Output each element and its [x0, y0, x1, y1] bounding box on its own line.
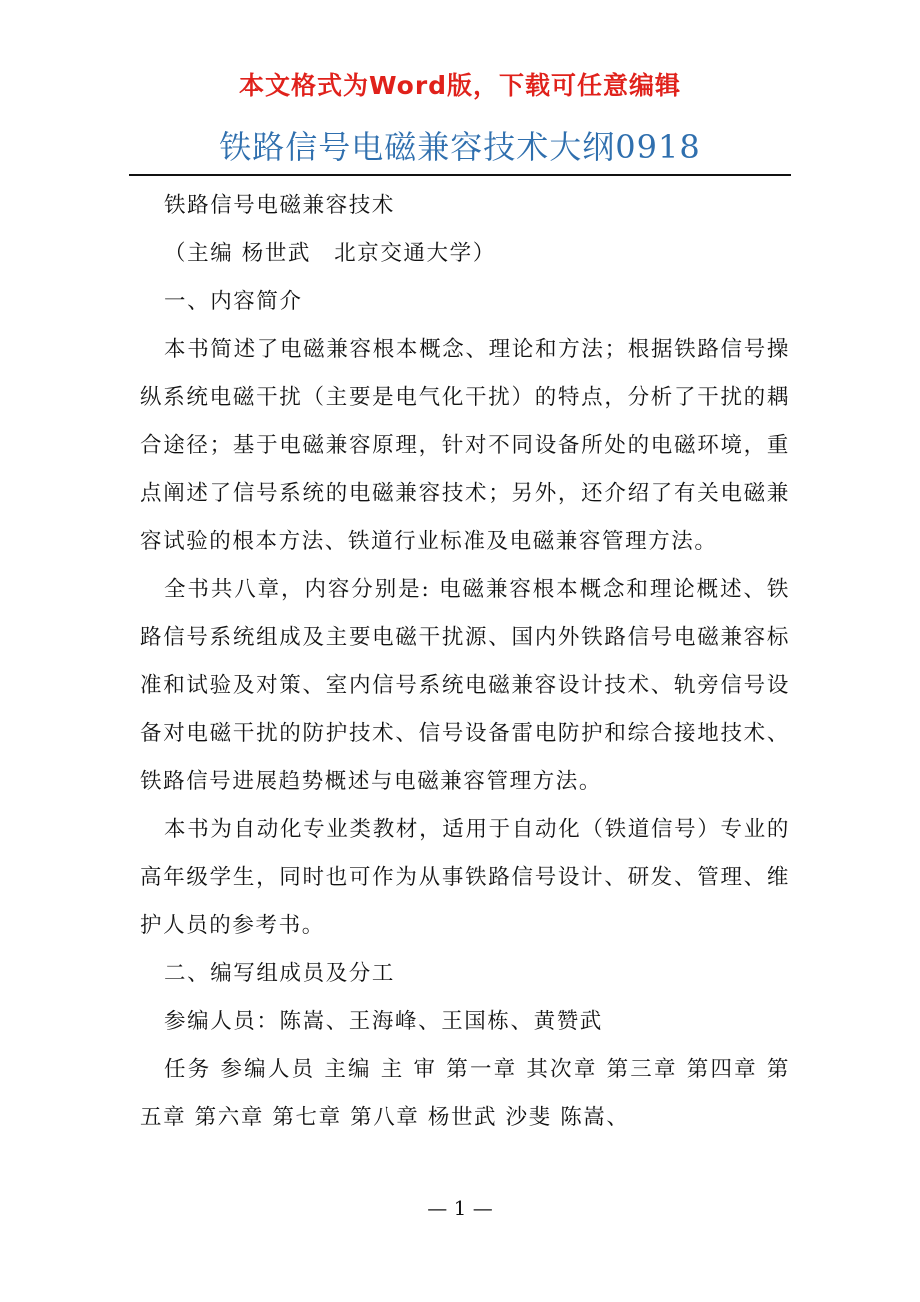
- page-number: — 1 —: [427, 1196, 493, 1220]
- summary-paragraph-3: 本书为自动化专业类教材，适用于自动化（铁道信号）专业的高年级学生，同时也可作为从事铁路信号设计、研发、管理、维护人员的参考书。: [140, 817, 790, 938]
- document-title: 铁路信号电磁兼容技术大纲0918: [219, 128, 701, 166]
- summary-paragraph-2: 全书共八章，内容分别是: 电磁兼容根本概念和理论概述、铁路信号系统组成及主要电磁干扰源、国内外铁路信号电磁兼容标准和试验及对策、室内信号系统电磁兼容设计技术、轨旁信号设备对电磁干扰的防护技术、信号设备雷电防护和综合接地技术、铁路信号进展趋势概述与电磁兼容管理方法。: [140, 577, 790, 794]
- book-name: 铁路信号电磁兼容技术: [164, 193, 396, 218]
- task-table-text: 任务 参编人员 主编 主 审 第一章 其次章 第三章 第四章 第五章 第六章 第七章 第八章 杨世武 沙斐 陈嵩、: [140, 1057, 790, 1130]
- title-divider: [129, 174, 791, 176]
- editable-format-banner: 本文格式为Word版，下载可任意编辑: [238, 71, 682, 100]
- summary-paragraph-1: 本书简述了电磁兼容根本概念、理论和方法；根据铁路信号操纵系统电磁干扰（主要是电气化干扰）的特点，分析了干扰的耦合途径；基于电磁兼容原理，针对不同设备所处的电磁环境，重点阐述了信号系统的电磁兼容技术；另外，还介绍了有关电磁兼容试验的根本方法、铁道行业标准及电磁兼容管理方法。: [140, 337, 790, 554]
- section-heading-team: 二、编写组成员及分工: [164, 961, 396, 986]
- section-heading-summary: 一、内容简介: [164, 289, 303, 314]
- editor-line: （主编 杨世武 北京交通大学）: [164, 241, 496, 266]
- document-body: [140, 182, 790, 1142]
- contributors-line: 参编人员：陈嵩、王海峰、王国栋、黄赞武: [164, 1009, 603, 1034]
